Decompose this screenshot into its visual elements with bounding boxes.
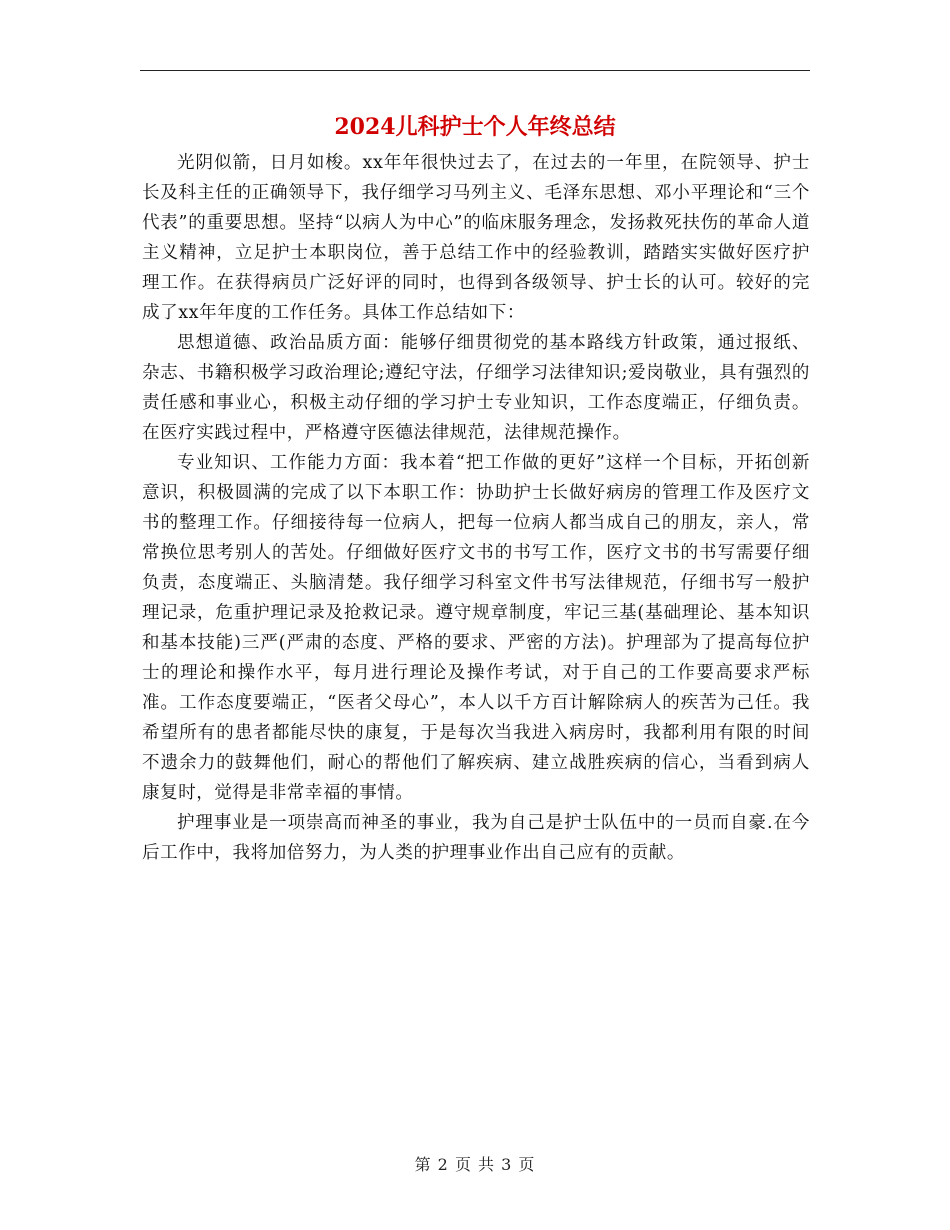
page-number: 第 2 页 共 3 页: [414, 1155, 536, 1174]
document-title: 2024儿科护士个人年终总结: [334, 114, 616, 140]
paragraph-professional: 专业知识、工作能力方面：我本着“把工作做的更好”这样一个目标，开拓创新意识，积极圆满的完成了以下本职工作：协助护士长做好病房的管理工作及医疗文书的整理工作。仔细接待每一位病人，把每一位病人都当成自己的朋友，亲人，常常换位思考别人的苦处。仔细做好医疗文书的书写工作，医疗文书的书写需要仔细负责，态度端正、头脑清楚。我仔细学习科室文件书写法律规范，仔细书写一般护理记录，危重护理记录及抢救记录。遵守规章制度，牢记三基(基础理论、基本知识和基本技能)三严(严肃的态度、严格的要求、严密的方法)。护理部为了提高每位护士的理论和操作水平，每月进行理论及操作考试，对于自己的工作要高要求严标准。工作态度要端正，“医者父母心”，本人以千方百计解除病人的疾苦为己任。我希望所有的患者都能尽快的康复，于是每次当我进入病房时，我都利用有限的时间不遗余力的鼓舞他们，耐心的帮他们了解疾病、建立战胜疾病的信心，当看到病人康复时，觉得是非常幸福的事情。: [142, 453, 810, 803]
paragraph-closing: 护理事业是一项崇高而神圣的事业，我为自己是护士队伍中的一员而自豪.在今后工作中，我将加倍努力，为人类的护理事业作出自己应有的贡献。: [142, 813, 810, 863]
paragraph-ideology: 思想道德、政治品质方面：能够仔细贯彻党的基本路线方针政策，通过报纸、杂志、书籍积极学习政治理论;遵纪守法，仔细学习法律知识;爱岗敬业，具有强烈的责任感和事业心，积极主动仔细的学习护士专业知识，工作态度端正，仔细负责。在医疗实践过程中，严格遵守医德法律规范，法律规范操作。: [142, 333, 810, 443]
paragraph-intro: 光阴似箭，日月如梭。xx年年很快过去了，在过去的一年里，在院领导、护士长及科主任的正确领导下，我仔细学习马列主义、毛泽东思想、邓小平理论和“三个代表”的重要思想。坚持“以病人为中心”的临床服务理念，发扬救死扶伤的革命人道主义精神，立足护士本职岗位，善于总结工作中的经验教训，踏踏实实做好医疗护理工作。在获得病员广泛好评的同时，也得到各级领导、护士长的认可。较好的完成了xx年年度的工作任务。具体工作总结如下：: [142, 153, 810, 323]
document-body: [142, 148, 810, 868]
header-rule: [140, 70, 810, 71]
